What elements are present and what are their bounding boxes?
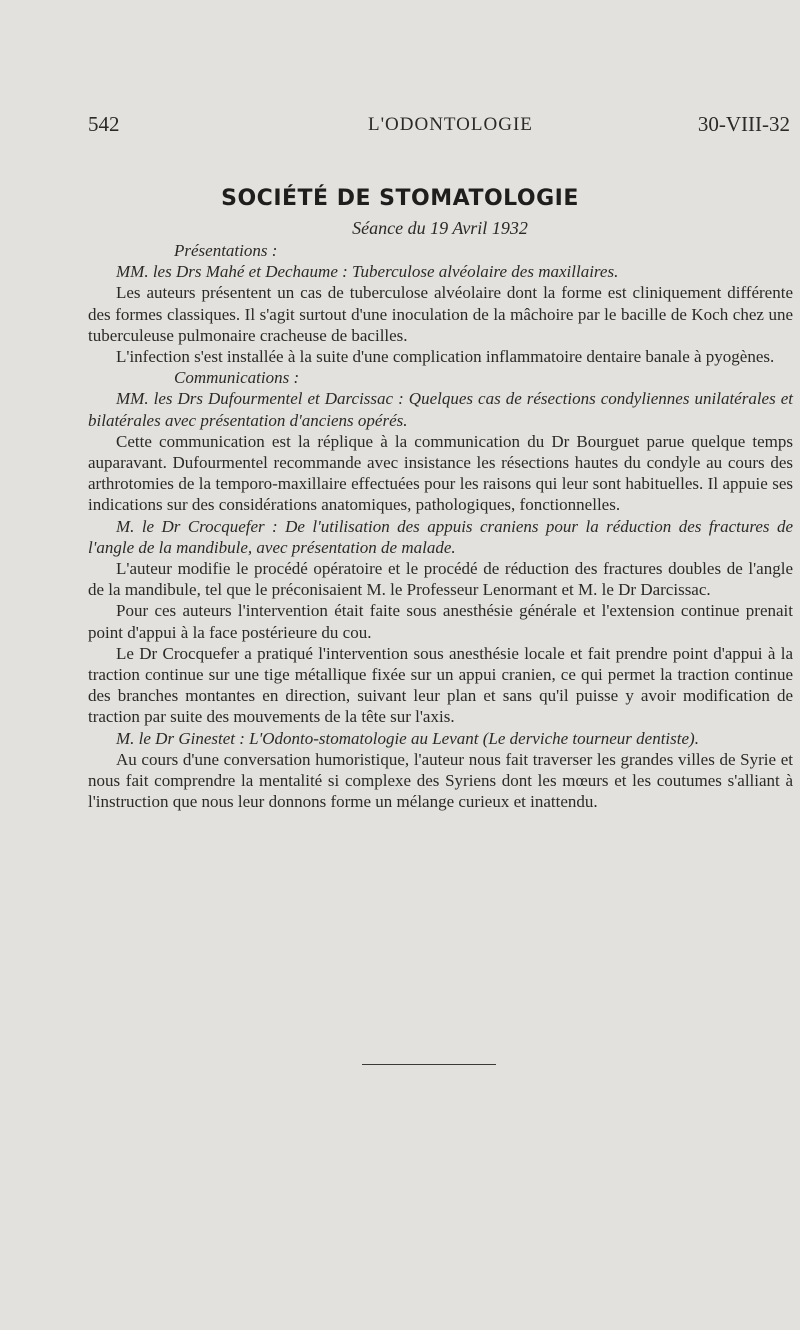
issue-date: 30-VIII-32 <box>697 112 790 136</box>
end-rule <box>362 1064 496 1065</box>
page-number: 542 <box>88 112 120 136</box>
journal-title: L'ODONTOLOGIE <box>368 114 533 135</box>
paragraph-5: Cette communication est la réplique à la communication du Dr Bourguet parue quelque temps auparavant. Dufourmentel recommande avec insistance les résections hautes du condyle au cours des arthrotomies de la temporo-maxillaire effectuées pour les raisons qui leur sont habituelles. Il appuie ses indications sur des considérations anatomiques, pathologiques, fonctionnelles. <box>88 431 793 515</box>
paragraph-11: Au cours d'une conversation humoristique, l'auteur nous fait traverser les grandes villes de Syrie et nous fait comprendre la mentalité si complexe des Syriens dont les mœurs et les coutumes s'alliant à l'instruction que nous leur donnons forme un mélange curieux et inattendu. <box>88 749 793 812</box>
paragraph-1: MM. les Drs Mahé et Dechaume : Tuberculose alvéolaire des maxillaires. <box>116 262 619 282</box>
paragraph-3: L'infection s'est installée à la suite d'une complication inflammatoire dentaire banale à pyogènes. <box>116 347 775 367</box>
paragraph-7: L'auteur modifie le procédé opératoire et le procédé de réduction des fractures doubles de l'angle de la mandibule, tel que le préconisaient M. le Professeur Lenormant et M. le Dr Darcissac. <box>88 559 793 600</box>
paragraph-10: M. le Dr Ginestet : L'Odonto-stomatologie au Levant (Le derviche tourneur dentiste). <box>116 728 699 748</box>
paragraph-6: M. le Dr Crocquefer : De l'utilisation des appuis craniens pour la réduction des fractures de l'angle de la mandibule, avec présentation de malade. <box>88 516 793 557</box>
section-heading-presentations: Présentations : <box>174 241 278 260</box>
article-title: SOCIÉTÉ DE STOMATOLOGIE <box>221 186 579 211</box>
article-body <box>88 240 793 812</box>
paragraph-8: Pour ces auteurs l'intervention était faite sous anesthésie générale et l'extension continue prenait point d'appui à la face postérieure du cou. <box>88 601 793 642</box>
paragraph-2: Les auteurs présentent un cas de tuberculose alvéolaire dont la forme est cliniquement différente des formes classiques. Il s'agit surtout d'une inoculation de la mâchoire par le bacille de Koch chez une tuberculeuse pulmonaire cracheuse de bacilles. <box>88 283 793 345</box>
section-heading-communications: Communications : <box>174 368 300 388</box>
paragraph-9: Le Dr Crocquefer a pratiqué l'intervention sous anesthésie locale et fait prendre point d'appui à la traction continue sur une tige métallique fixée sur un appui cranien, ce qui permet la traction continue des branches montantes en direction, suivant leur plan et sans qu'il puisse y avoir modification de traction par suite des mouvements de la tête sur l'axis. <box>88 643 793 727</box>
paragraph-4: MM. les Drs Dufourmentel et Darcissac : Quelques cas de résections condyliennes unilatérales et bilatérales avec présentation d'anciens opérés. <box>88 389 793 430</box>
session-date: Séance du 19 Avril 1932 <box>352 218 528 238</box>
running-header <box>88 112 790 142</box>
